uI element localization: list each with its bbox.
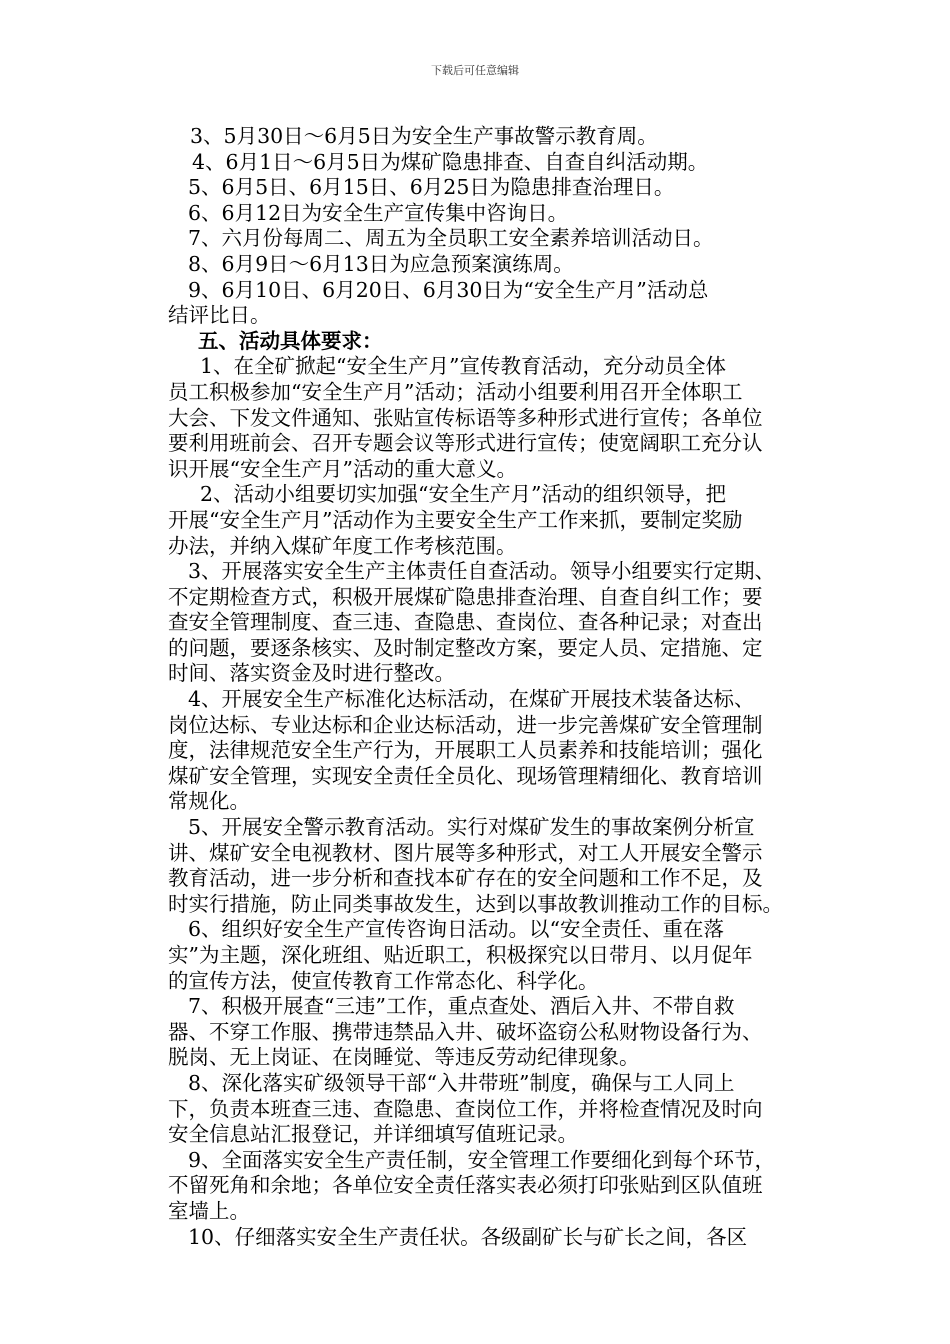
text-line: 5、开展安全警示教育活动。实行对煤矿发生的事故案例分析宣 [188,815,755,840]
text-line: 大会、下发文件通知、张贴宣传标语等多种形式进行宣传；各单位 [168,405,763,430]
page-header: 下载后可任意编辑 [431,64,519,77]
text-line: 煤矿安全管理，实现安全责任全员化、现场管理精细化、教育培训 [168,763,763,788]
text-line: 8、深化落实矿级领导干部“入井带班”制度，确保与工人同上 [188,1070,735,1095]
text-line: 实”为主题，深化班组、贴近职工，积极探究以日带月、以月促年 [168,943,753,967]
text-line: 室墙上。 [168,1198,250,1223]
text-line: 7、积极开展查“三违”工作，重点查处、酒后入井、不带自救 [188,994,735,1019]
text-line: 10、仔细落实安全生产责任状。各级副矿长与矿长之间，各区 [188,1224,748,1249]
text-line: 时间、落实资金及时进行整改。 [168,661,455,686]
text-line: 7、六月份每周二、周五为全员职工安全素养培训活动日。 [188,226,714,251]
text-line: 员工积极参加“安全生产月”活动；活动小组要利用召开全体职工 [168,379,743,404]
text-line: 1、在全矿掀起“安全生产月”宣传教育活动，充分动员全体 [200,354,727,379]
text-line: 不留死角和余地；各单位安全责任落实表必须打印张贴到区队值班 [168,1173,763,1198]
text-line: 脱岗、无上岗证、在岗睡觉、等违反劳动纪律现象。 [168,1045,640,1070]
text-line: 讲、煤矿安全电视教材、图片展等多种形式，对工人开展安全警示 [168,840,763,865]
text-line: 教育活动，进一步分析和查找本矿存在的安全问题和工作不足，及 [168,866,763,891]
document-body [168,124,808,1250]
text-line: 要利用班前会、召开专题会议等形式进行宣传；使宽阔职工充分认 [168,431,763,456]
text-line: 3、5月30日～6月5日为安全生产事故警示教育周。 [190,124,658,148]
text-line: 4、开展安全生产标准化达标活动，在煤矿开展技术装备达标、 [188,687,755,712]
text-line: 识开展“安全生产月”活动的重大意义。 [168,456,517,481]
text-line: 岗位达标、专业达标和企业达标活动，进一步完善煤矿安全管理制 [168,712,763,737]
text-line: 结评比日。 [168,303,271,328]
text-line: 安全信息站汇报登记，并详细填写值班记录。 [168,1122,578,1147]
text-line: 4、6月1日～6月5日为煤矿隐患排查、自查自纠活动期。 [192,149,709,174]
text-line: 3、开展落实安全生产主体责任自查活动。领导小组要实行定期、 [188,559,776,584]
text-line: 9、全面落实安全生产责任制，安全管理工作要细化到每个环节， [188,1147,776,1172]
text-line: 的宣传方法，使宣传教育工作常态化、科学化。 [168,968,599,993]
text-line: 6、6月12日为安全生产宣传集中咨询日。 [188,200,569,225]
text-line: 度，法律规范安全生产行为，开展职工人员素养和技能培训；强化 [168,738,763,763]
text-line: 8、6月9日～6月13日为应急预案演练周。 [188,251,574,276]
text-line: 时实行措施，防止同类事故发生，达到以事故教训推动工作的目标。 [168,891,783,916]
text-line: 常规化。 [168,789,250,814]
text-line: 查安全管理制度、查三违、查隐患、查岗位、查各种记录；对查出 [168,610,763,635]
text-line: 下，负责本班查三违、查隐患、查岗位工作，并将检查情况及时向 [168,1096,763,1121]
text-line: 器、不穿工作服、携带违禁品入井、破坏盗窃公私财物设备行为、 [168,1019,763,1044]
text-line: 2、活动小组要切实加强“安全生产月”活动的组织领导，把 [200,482,727,507]
text-line: 开展“安全生产月”活动作为主要安全生产工作来抓，要制定奖励 [168,507,743,532]
section-heading: 五、活动具体要求： [198,328,383,353]
text-line: 办法，并纳入煤矿年度工作考核范围。 [168,533,517,558]
text-line: 的问题，要逐条核实、及时制定整改方案，要定人员、定措施、定 [168,635,763,660]
text-line: 9、6月10日、6月20日、6月30日为“安全生产月”活动总 [188,277,709,302]
text-line: 不定期检查方式，积极开展煤矿隐患排查治理、自查自纠工作；要 [168,584,763,609]
text-line: 6、组织好安全生产宣传咨询日活动。以“安全责任、重在落 [188,917,725,942]
text-line: 5、6月5日、6月15日、6月25日为隐患排查治理日。 [188,175,675,200]
